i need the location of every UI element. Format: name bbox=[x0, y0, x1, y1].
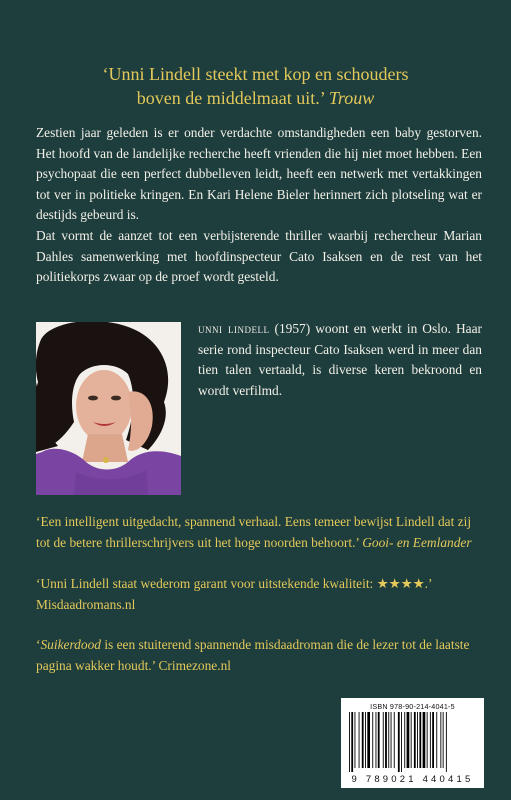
blurb-paragraph-2: Dat vormt de aanzet tot een verbijsterende thriller waarbij rechercheur Marian Dahles samenwerking met hoofdinspecteur Cato Isaksen en de rest van het politiekorps zwaar op de proef wordt gesteld. bbox=[36, 227, 482, 285]
author-bio bbox=[198, 319, 482, 401]
isbn-label: ISBN 978-90-214-4041-5 bbox=[370, 702, 455, 711]
barcode-bar bbox=[419, 712, 421, 768]
barcode-bar bbox=[430, 712, 431, 768]
barcode-bar bbox=[414, 712, 416, 768]
barcode-bar bbox=[355, 712, 356, 768]
author-bio-text: (1957) woont en werkt in Oslo. Haar serie rond inspecteur Cato Isaksen werd in meer dan tien talen vertaald, is diverse keren bekroond en wordt verfilmd. bbox=[198, 321, 482, 398]
barcode-bar bbox=[404, 712, 405, 768]
barcode-bar bbox=[446, 712, 447, 772]
barcode-bar bbox=[411, 712, 412, 768]
barcode-bar bbox=[417, 712, 418, 768]
blurb-paragraph-1: Zestien jaar geleden is er onder verdachte omstandigheden een baby gestorven. Het hoofd van de landelijke recherche heeft vrienden die hij niet moet hebben. Een psychopaat die een perfect dubbelleven leidt, heeft een netwerk met vertakkingen tot ver in politieke kringen. En Kari Helene Bieler herinnert zich plotseling wat er destijds gebeurd is. bbox=[36, 125, 482, 223]
barcode-bar bbox=[367, 712, 370, 768]
review-3-source: Crimezone.nl bbox=[158, 658, 231, 673]
barcode-number: 9 789021 440415 bbox=[351, 774, 474, 785]
barcode-bar bbox=[401, 712, 402, 772]
review-1 bbox=[36, 511, 482, 553]
top-quote-line1: ‘Unni Lindell steekt met kop en schouders bbox=[102, 64, 409, 84]
barcode-bar bbox=[407, 712, 410, 768]
review-2-source: Misdaadromans.nl bbox=[36, 597, 136, 612]
top-quote-source: Trouw bbox=[328, 88, 375, 108]
barcode-bar bbox=[376, 712, 377, 768]
barcode-bar bbox=[388, 712, 389, 768]
barcode-bar bbox=[378, 712, 380, 768]
barcode-bar bbox=[351, 712, 353, 772]
barcode-bar bbox=[349, 712, 350, 772]
barcode-bar bbox=[372, 712, 373, 768]
author-name: unni lindell bbox=[198, 321, 270, 336]
barcode-bar bbox=[359, 712, 360, 768]
review-2-text: ‘Unni Lindell staat wederom garant voor uitstekende kwaliteit: ★★★★.’ bbox=[36, 576, 433, 591]
barcode-bar bbox=[427, 712, 428, 768]
author-photo bbox=[36, 322, 181, 495]
blurb bbox=[36, 123, 482, 288]
author-portrait-icon bbox=[36, 322, 181, 495]
top-quote bbox=[0, 62, 511, 110]
barcode-bar bbox=[423, 712, 426, 768]
barcode-bar bbox=[398, 712, 400, 772]
review-2 bbox=[36, 573, 482, 615]
barcode-icon bbox=[349, 712, 476, 772]
barcode-bar bbox=[365, 712, 366, 768]
review-3-text: is een stuiterend spannende misdaadroman die de lezer tot de laatste pagina wakker houdt.’ bbox=[36, 637, 470, 673]
review-3 bbox=[36, 634, 482, 676]
review-1-source: Gooi- en Eemlander bbox=[362, 535, 472, 550]
review-3-book-title: Suikerdood bbox=[40, 637, 101, 652]
barcode-bar bbox=[362, 712, 364, 768]
barcode-box bbox=[341, 698, 484, 788]
top-quote-line2: boven de middelmaat uit.’ bbox=[136, 88, 325, 108]
barcode-bar bbox=[436, 712, 437, 768]
top-quote-line2-wrap bbox=[0, 86, 511, 110]
barcode-bar bbox=[391, 712, 392, 768]
barcode-bar bbox=[432, 712, 434, 768]
review-1-text: ‘Een intelligent uitgedacht, spannend verhaal. Eens temeer bewijst Lindell dat zij tot de betere thrillerschrijvers uit het hoge noorden behoort.’ bbox=[36, 514, 472, 550]
barcode-bar bbox=[383, 712, 384, 768]
barcode-bar bbox=[440, 712, 441, 768]
review-3-open-quote: ‘ bbox=[36, 637, 41, 652]
barcode-bar bbox=[394, 712, 395, 768]
barcode-bar bbox=[443, 712, 444, 768]
barcode-bar bbox=[385, 712, 387, 768]
